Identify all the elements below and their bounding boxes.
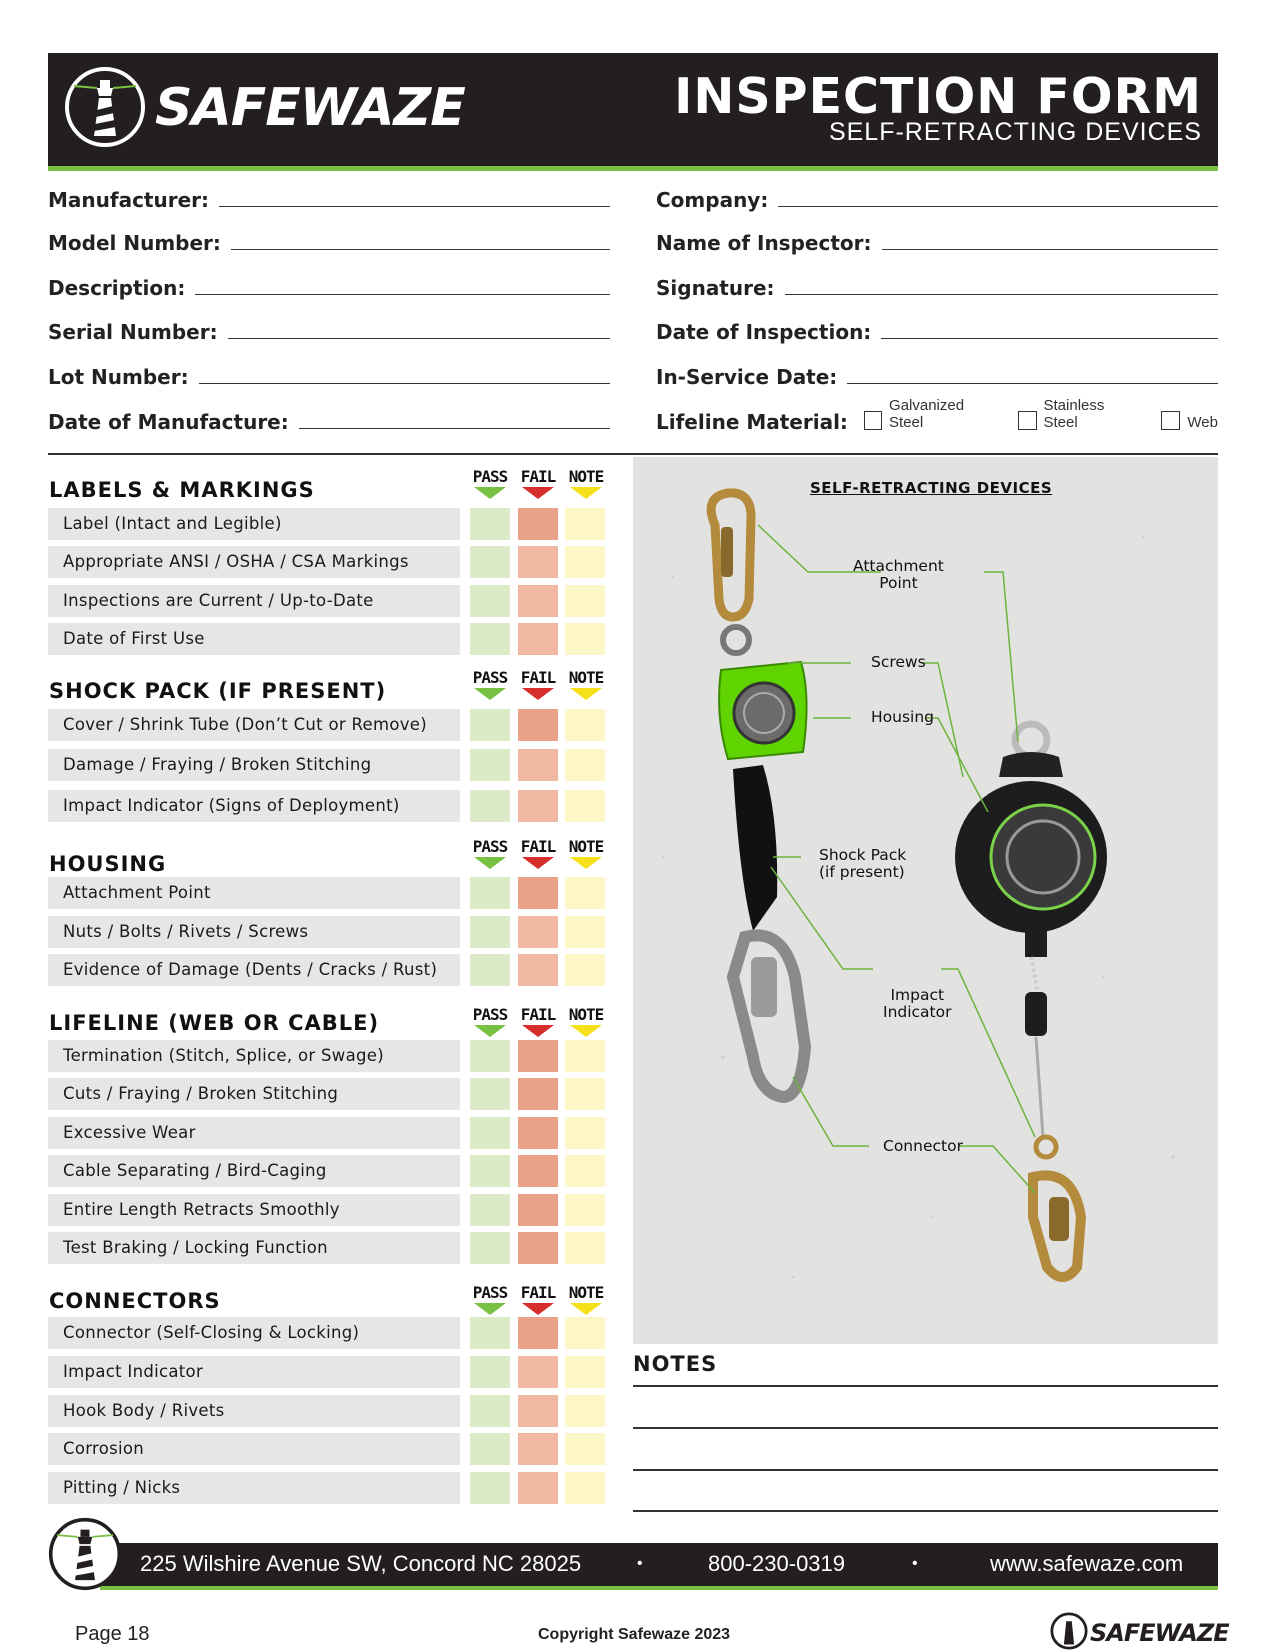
lighthouse-logo-icon (64, 66, 146, 148)
fail-box[interactable] (518, 1356, 558, 1388)
note-box[interactable] (565, 749, 605, 781)
callout-text: Shock Pack (819, 846, 907, 864)
checklist-item (48, 1078, 460, 1110)
serial-number-field[interactable] (48, 314, 610, 344)
column-header-note (562, 1283, 610, 1315)
checkbox-label: Web (1187, 414, 1218, 431)
field-line[interactable] (778, 206, 1218, 207)
fail-box[interactable] (518, 749, 558, 781)
checklist-item-label: Appropriate ANSI / OSHA / CSA Markings (63, 552, 409, 571)
pass-box[interactable] (470, 1117, 510, 1149)
fail-box[interactable] (518, 1194, 558, 1226)
fail-arrow-icon (522, 857, 554, 869)
checkbox[interactable] (1161, 411, 1180, 430)
checklist-item (48, 790, 460, 822)
pass-box[interactable] (470, 1472, 510, 1504)
signature-field[interactable] (656, 270, 1218, 300)
field-label: Date of Manufacture: (48, 410, 289, 434)
checklist-item (48, 1472, 460, 1504)
footer-bullet: • (912, 1555, 918, 1572)
pass-box[interactable] (470, 1317, 510, 1349)
callout-impact-indicator (883, 987, 952, 1021)
form-subtitle: SELF-RETRACTING DEVICES (828, 118, 1202, 146)
callout-shock-pack (819, 847, 906, 881)
field-line[interactable] (847, 383, 1218, 384)
field-label: Company: (656, 188, 769, 212)
pass-fail-note-header (466, 837, 610, 869)
checklist-item-label: Test Braking / Locking Function (63, 1238, 328, 1257)
fail-arrow-icon (522, 487, 554, 499)
pass-box[interactable] (470, 1232, 510, 1264)
section-title: LIFELINE (WEB OR CABLE) (49, 1011, 380, 1035)
footer-accent-stripe (100, 1586, 1218, 1590)
callout-screws: Screws (871, 653, 926, 671)
header-accent-stripe (48, 166, 1218, 171)
fail-box[interactable] (518, 1117, 558, 1149)
note-box[interactable] (565, 1232, 605, 1264)
field-label: Lot Number: (48, 365, 189, 389)
checklist-item (48, 1232, 460, 1264)
checklist-item-label: Date of First Use (63, 629, 205, 648)
note-box[interactable] (565, 1040, 605, 1072)
callout-housing: Housing (871, 708, 935, 726)
note-box[interactable] (565, 709, 605, 741)
field-line[interactable] (199, 383, 610, 384)
column-header-label: NOTE (568, 668, 604, 687)
note-arrow-icon (570, 487, 602, 499)
note-arrow-icon (570, 1025, 602, 1037)
fail-box[interactable] (518, 790, 558, 822)
pass-box[interactable] (470, 790, 510, 822)
field-line[interactable] (231, 249, 610, 250)
pass-box[interactable] (470, 1395, 510, 1427)
pass-fail-note-header (466, 1005, 610, 1037)
column-header-pass (466, 467, 514, 499)
checklist-item (48, 709, 460, 741)
footer-address: 225 Wilshire Avenue SW, Concord NC 28025 (140, 1551, 582, 1576)
fail-box[interactable] (518, 954, 558, 986)
pass-fail-note-header (466, 467, 610, 499)
diagram-title: SELF-RETRACTING DEVICES (810, 479, 1053, 497)
checklist-item (48, 1433, 460, 1465)
checklist-item (48, 1356, 460, 1388)
checklist-item (48, 916, 460, 948)
field-line[interactable] (228, 338, 610, 339)
checkbox[interactable] (864, 411, 882, 430)
checklist-item-label: Connector (Self-Closing & Locking) (63, 1323, 360, 1342)
column-header-label: PASS (472, 668, 508, 687)
fail-box[interactable] (518, 1040, 558, 1072)
checklist-item (48, 749, 460, 781)
pass-fail-note-header (466, 668, 610, 700)
field-line[interactable] (881, 338, 1218, 339)
pass-arrow-icon (474, 1025, 506, 1037)
callout-attachment-point (853, 558, 944, 592)
checklist-item-label: Pitting / Nicks (63, 1478, 181, 1497)
note-box[interactable] (565, 1117, 605, 1149)
checklist-item-label: Impact Indicator (Signs of Deployment) (63, 796, 400, 815)
pass-box[interactable] (470, 508, 510, 540)
pass-box[interactable] (470, 954, 510, 986)
callout-text: (if present) (819, 863, 905, 881)
note-box[interactable] (565, 623, 605, 655)
column-header-note (562, 1005, 610, 1037)
fail-box[interactable] (518, 623, 558, 655)
note-box[interactable] (565, 546, 605, 578)
column-header-note (562, 668, 610, 700)
notes-line[interactable] (633, 1385, 1218, 1387)
pass-box[interactable] (470, 1078, 510, 1110)
checklist-item (48, 585, 460, 617)
checklist-item (48, 546, 460, 578)
column-header-fail (514, 1283, 562, 1315)
fail-arrow-icon (522, 1025, 554, 1037)
web-option[interactable] (1161, 411, 1218, 434)
notes-title: NOTES (633, 1352, 718, 1376)
fail-box[interactable] (518, 1155, 558, 1187)
notes-line[interactable] (633, 1469, 1218, 1471)
checklist-item-label: Attachment Point (63, 883, 211, 902)
column-header-label: FAIL (520, 467, 556, 486)
column-header-label: PASS (472, 837, 508, 856)
note-box[interactable] (565, 954, 605, 986)
column-header-pass (466, 668, 514, 700)
note-box[interactable] (565, 1395, 605, 1427)
note-box[interactable] (565, 1472, 605, 1504)
note-box[interactable] (565, 508, 605, 540)
section-title: SHOCK PACK (IF PRESENT) (49, 679, 387, 703)
checklist-item-label: Damage / Fraying / Broken Stitching (63, 755, 372, 774)
checklist-item-label: Nuts / Bolts / Rivets / Screws (63, 922, 309, 941)
column-header-label: NOTE (568, 1005, 604, 1024)
column-header-label: PASS (472, 467, 508, 486)
in-service-date-field[interactable] (656, 359, 1218, 389)
field-line[interactable] (219, 206, 610, 207)
field-label: Model Number: (48, 231, 221, 255)
checklist-item (48, 1395, 460, 1427)
divider (48, 453, 1218, 455)
callout-text: Point (879, 574, 918, 592)
column-header-note (562, 837, 610, 869)
callout-text: Attachment (853, 557, 944, 575)
fail-box[interactable] (518, 1078, 558, 1110)
model-number-field[interactable] (48, 225, 610, 255)
checklist-item (48, 1040, 460, 1072)
checklist-item (48, 1155, 460, 1187)
note-box[interactable] (565, 1078, 605, 1110)
footer-brand: SAFEWAZE (1090, 1619, 1229, 1647)
fail-box[interactable] (518, 1395, 558, 1427)
callout-connector: Connector (883, 1137, 963, 1155)
column-header-label: FAIL (520, 1283, 556, 1302)
column-header-label: FAIL (520, 837, 556, 856)
field-line[interactable] (299, 428, 610, 429)
pass-arrow-icon (474, 1303, 506, 1315)
field-label: Serial Number: (48, 320, 218, 344)
checklist-item-label: Excessive Wear (63, 1123, 196, 1142)
checklist-item-label: Impact Indicator (63, 1362, 204, 1381)
pass-fail-note-header (466, 1283, 610, 1315)
note-box[interactable] (565, 1155, 605, 1187)
pass-box[interactable] (470, 877, 510, 909)
section-title: CONNECTORS (49, 1289, 221, 1313)
inspector-name-field[interactable] (656, 225, 1218, 255)
field-label: Name of Inspector: (656, 231, 872, 255)
fail-arrow-icon (522, 1303, 554, 1315)
checklist-item-label: Evidence of Damage (Dents / Cracks / Rust) (63, 960, 438, 979)
note-box[interactable] (565, 1317, 605, 1349)
description-field[interactable] (48, 270, 610, 300)
pass-box[interactable] (470, 1194, 510, 1226)
checklist-item-label: Label (Intact and Legible) (63, 514, 282, 533)
column-header-label: FAIL (520, 668, 556, 687)
pass-box[interactable] (470, 916, 510, 948)
device-diagram (633, 457, 1218, 1344)
field-line[interactable] (882, 249, 1219, 250)
footer-phone[interactable]: 800-230-0319 (708, 1551, 846, 1576)
section-title: HOUSING (49, 852, 167, 876)
checklist-item (48, 508, 460, 540)
lot-number-field[interactable] (48, 359, 610, 389)
section-title: LABELS & MARKINGS (49, 478, 315, 502)
lifeline-material-field (656, 397, 1218, 434)
column-header-fail (514, 467, 562, 499)
page-number: Page 18 (75, 1623, 150, 1645)
manufacturer-field[interactable] (48, 182, 610, 212)
fail-box[interactable] (518, 1472, 558, 1504)
fail-box[interactable] (518, 709, 558, 741)
callout-text: Indicator (883, 1003, 952, 1021)
column-header-pass (466, 837, 514, 869)
checklist-item-label: Hook Body / Rivets (63, 1401, 225, 1420)
pass-box[interactable] (470, 1433, 510, 1465)
checklist-item-label: Cable Separating / Bird-Caging (63, 1161, 327, 1180)
field-line[interactable] (785, 294, 1218, 295)
checklist-item (48, 623, 460, 655)
note-arrow-icon (570, 1303, 602, 1315)
checklist-item-label: Entire Length Retracts Smoothly (63, 1200, 340, 1219)
company-field[interactable] (656, 182, 1218, 212)
checklist-item-label: Inspections are Current / Up-to-Date (63, 591, 374, 610)
footer-bullet: • (637, 1555, 643, 1572)
checkbox-label: Galvanized Steel (889, 397, 965, 431)
lighthouse-logo-icon (48, 1517, 122, 1591)
galvanized-steel-option[interactable] (864, 397, 996, 434)
field-line[interactable] (195, 294, 610, 295)
column-header-label: FAIL (520, 1005, 556, 1024)
pass-box[interactable] (470, 546, 510, 578)
date-of-manufacture-field[interactable] (48, 404, 610, 434)
pass-arrow-icon (474, 487, 506, 499)
pass-box[interactable] (470, 749, 510, 781)
checklist-item-label: Termination (Stitch, Splice, or Swage) (63, 1046, 384, 1065)
field-label: In-Service Date: (656, 365, 838, 389)
checklist-item (48, 1117, 460, 1149)
column-header-pass (466, 1283, 514, 1315)
lighthouse-logo-icon (1050, 1612, 1088, 1650)
fail-box[interactable] (518, 585, 558, 617)
fail-arrow-icon (522, 688, 554, 700)
pass-arrow-icon (474, 688, 506, 700)
checklist-item-label: Cover / Shrink Tube (Don’t Cut or Remove) (63, 715, 427, 734)
column-header-label: NOTE (568, 837, 604, 856)
column-header-fail (514, 1005, 562, 1037)
column-header-fail (514, 837, 562, 869)
field-label: Lifeline Material: (656, 410, 848, 434)
field-label: Date of Inspection: (656, 320, 872, 344)
checklist-item (48, 954, 460, 986)
column-header-fail (514, 668, 562, 700)
checkbox-label: Stainless Steel (1043, 397, 1105, 431)
brand-name: SAFEWAZE (155, 78, 465, 138)
fail-box[interactable] (518, 1433, 558, 1465)
callout-text: Impact (890, 986, 945, 1004)
form-title: INSPECTION FORM (674, 68, 1202, 125)
stainless-steel-option[interactable] (1018, 397, 1137, 434)
column-header-pass (466, 1005, 514, 1037)
checklist-item-label: Corrosion (63, 1439, 145, 1458)
column-header-label: NOTE (568, 1283, 604, 1302)
note-box[interactable] (565, 1433, 605, 1465)
pass-box[interactable] (470, 623, 510, 655)
pass-box[interactable] (470, 1155, 510, 1187)
note-box[interactable] (565, 1356, 605, 1388)
field-label: Manufacturer: (48, 188, 210, 212)
column-header-label: PASS (472, 1005, 508, 1024)
fail-box[interactable] (518, 508, 558, 540)
column-header-label: PASS (472, 1283, 508, 1302)
note-arrow-icon (570, 857, 602, 869)
checklist-item (48, 1194, 460, 1226)
fail-box[interactable] (518, 546, 558, 578)
field-label: Description: (48, 276, 186, 300)
column-header-note (562, 467, 610, 499)
column-header-label: NOTE (568, 467, 604, 486)
fail-box[interactable] (518, 916, 558, 948)
date-of-inspection-field[interactable] (656, 314, 1218, 344)
note-box[interactable] (565, 877, 605, 909)
note-box[interactable] (565, 790, 605, 822)
pass-arrow-icon (474, 857, 506, 869)
copyright: Copyright Safewaze 2023 (538, 1626, 731, 1643)
checklist-item-label: Cuts / Fraying / Broken Stitching (63, 1084, 339, 1103)
notes-line[interactable] (633, 1510, 1218, 1512)
fail-box[interactable] (518, 877, 558, 909)
notes-line[interactable] (633, 1427, 1218, 1429)
fail-box[interactable] (518, 1232, 558, 1264)
note-box[interactable] (565, 1194, 605, 1226)
note-box[interactable] (565, 585, 605, 617)
pass-box[interactable] (470, 1356, 510, 1388)
note-box[interactable] (565, 916, 605, 948)
checklist-item (48, 877, 460, 909)
checkbox[interactable] (1018, 411, 1036, 430)
pass-box[interactable] (470, 585, 510, 617)
footer-website-link[interactable]: www.safewaze.com (990, 1551, 1184, 1576)
checklist-item (48, 1317, 460, 1349)
note-arrow-icon (570, 688, 602, 700)
pass-box[interactable] (470, 709, 510, 741)
field-label: Signature: (656, 276, 775, 300)
fail-box[interactable] (518, 1317, 558, 1349)
pass-box[interactable] (470, 1040, 510, 1072)
